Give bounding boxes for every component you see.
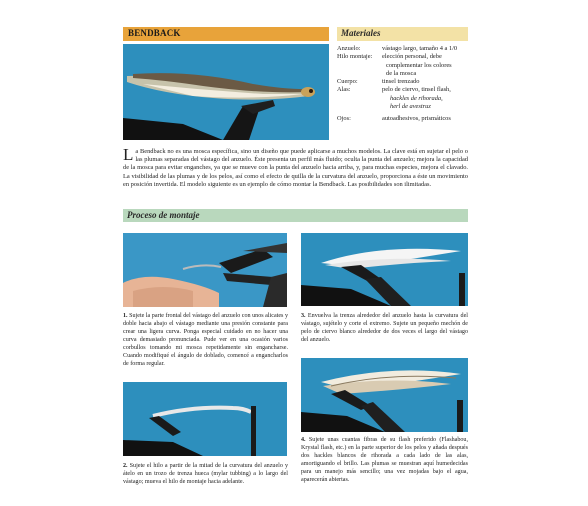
step-number: 1.: [123, 313, 128, 319]
step-4-caption: [301, 436, 468, 484]
drop-cap: L: [123, 145, 134, 164]
step-2-caption: [123, 462, 288, 486]
material-value: hackles de rihorada,: [390, 94, 443, 102]
intro-paragraph: [123, 145, 468, 189]
material-value: complementar los colores: [386, 61, 452, 69]
materials-row-thread: [337, 53, 477, 78]
step-number: 3.: [301, 313, 306, 319]
fly-title-bar: [123, 27, 329, 41]
materials-table: [337, 45, 477, 124]
material-key: Anzuelo:: [337, 45, 361, 52]
fly-title: BENDBACK: [128, 28, 181, 38]
step-text: Sujete el hilo a partir de la mitad de la curvatura del anzuelo y átelo en un trozo de trenza hueca (mylar tubbing) a lo largo del vástago; mueva el hilo de montaje hacia adelante.: [123, 463, 288, 485]
hero-fly-photo: [123, 44, 329, 140]
process-title-bar: [123, 209, 468, 222]
material-value: elección personal, debe: [382, 53, 442, 61]
material-value: tinsel trenzado: [382, 78, 420, 86]
step-number: 2.: [123, 463, 128, 469]
material-key: Hilo montaje:: [337, 53, 373, 61]
material-value: autoadhesivos, prismáticos: [382, 115, 451, 123]
material-key: Alas:: [337, 86, 351, 94]
intro-text: a Bendback no es una mosca específica, sino un diseño que puede aplicarse a muchos modelos. La clave está en sujetar el pelo o las plumas separadas del vástago del anzuelo. Éste presenta un perfil más fluido; oculta la punta del anzuelo; mejora la capacidad de la mosca para evitar enganches, ya que se mueve con la punta del anzuelo hacia arriba, y, para muchas especies, mejora el clavado. La visibilidad de las plumas y de los pelos, así como el efecto de quilla de la curvatura del anzuelo, proporciona a éste un movimiento en posición invertida. El modelo siguiente es un ejemplo de cómo montar la Bendback. Las posibilidades son ilimitadas.: [123, 148, 468, 188]
step-4-photo: [301, 358, 468, 432]
materials-title-bar: [337, 27, 468, 41]
material-value: pelo de ciervo, tinsel flash,: [382, 86, 451, 94]
materials-row-body: [337, 78, 477, 86]
process-title: Proceso de montaje: [127, 210, 200, 220]
step-text: Envuelva la trenza alrededor del anzuelo hasta la curvatura del vástago, sujételo y corte el extremo. Sujete un pequeño mechón de pelo de ciervo blanco alrededor de dos veces el largo del vástago del anzuelo.: [301, 313, 468, 343]
materials-row-wings: [337, 86, 477, 111]
step-text: Sujete la parte frontal del vástago del anzuelo con unos alicates y doble hacia abajo el vástago mediante una presión constante para crear una ligera curva. Ponga especial cuidado en no hacer una curva demasiado pronunciada. Pude ver en una ocasión varios corbullos tomando mi mosca repetidamente sin engancharse. Cuando modifiqué el ángulo de doblado, comencé a engancharlos de forma regular.: [123, 313, 288, 367]
step-2-photo: [123, 382, 287, 456]
step-number: 4.: [301, 437, 306, 443]
material-value: vástago largo, tamaño 4 a 1/0: [382, 45, 458, 52]
step-1-photo: [123, 233, 287, 307]
material-value: herl de avestruz: [390, 103, 431, 111]
step-text: Sujete unas cuantas fibras de su flash preferido (Flashabou, Krystal flash, etc.) en la parte superior de los pelos y añada después dos hackles blancos de rihorada a cada lado de las alas, amortiguando el brillo. Las plumas se muestran aquí humedecidas para un manejo más sencillo; una vez mojadas bajo el agua, aparecerán abiertas.: [301, 437, 468, 483]
material-value: de la mosca: [386, 69, 417, 77]
step-3-caption: [301, 312, 468, 344]
material-key: Cuerpo:: [337, 78, 358, 86]
materials-row-eyes: [337, 115, 477, 123]
materials-title: Materiales: [341, 28, 381, 38]
material-key: Ojos:: [337, 115, 351, 123]
step-3-photo: [301, 233, 468, 306]
step-1-caption: [123, 312, 288, 368]
materials-row-hook: [337, 45, 477, 53]
